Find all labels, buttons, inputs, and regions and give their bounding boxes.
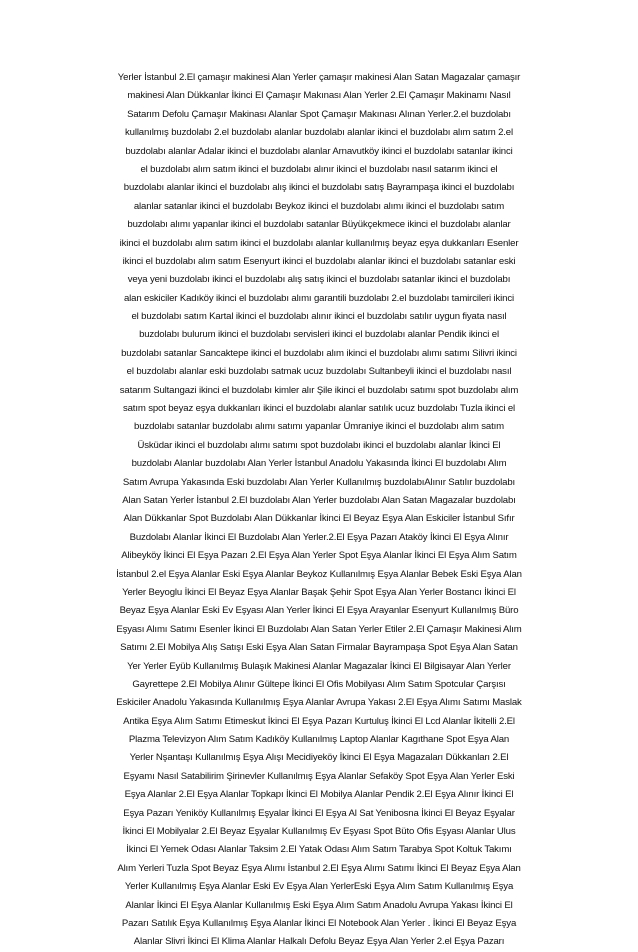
- text-line: buzdolabı alanlar ikinci el buzdolabı alış ikinci el buzdolabı satış Bayrampaşa ikinci el buzdolabı: [123, 182, 515, 194]
- text-line: Satım Avrupa Yakasında Eski buzdolabı Alan Yerler Kullanılmış buzdolabıAlınır Satılır buzdolabı: [122, 476, 516, 488]
- text-line: buzdolabı bulurum ikinci el buzdolabı servisleri ikinci el buzdolabı alanlar Pendik ikinci el: [139, 329, 499, 341]
- text-line: Plazma Televizyon Alım Satım Kadıköy Kullanılmış Laptop Alanlar Kagıthane Spot Eşya Alan: [128, 734, 510, 746]
- text-line: Buzdolabı Alanlar İkinci El Buzdolabı Alan Yerler.2.El Eşya Pazarı Ataköy İkinci El Eşya Alınır: [129, 531, 509, 543]
- text-line: Yerler Nşantaşı Kullanılmış Eşya Alışı Mecidiyeköy İkinci El Eşya Magazaları Dükkanları 2.El: [129, 752, 509, 764]
- text-line: buzdolabı satanlar buzdolabı alımı satımı yapanlar Ümraniye ikinci el buzdolabı alım satım: [134, 421, 504, 433]
- text-line: buzdolabı alanlar Adalar ikinci el buzdolabı alanlar Arnavutköy ikinci el buzdolabı satanlar ikinci: [125, 145, 513, 157]
- text-line: el buzdolabı alım satım ikinci el buzdolabı alınır ikinci el buzdolabı nasıl satarım ikinci el: [140, 163, 498, 175]
- text-line: Alanlar İkinci El Eşya Alanlar Kullanılmış Eski Eşya Alım Satım Anadolu Avrupa Yakası İkinci El: [125, 899, 513, 911]
- text-line: Yerler İstanbul 2.El çamaşır makinesi Alan Yerler çamaşır makinesi Alan Satan Magazalar çamaşır: [117, 72, 521, 83]
- text-line: Satımı 2.El Mobilya Alış Satışı Eski Eşya Alan Satan Firmalar Bayrampaşa Spot Eşya Alan Satan: [120, 642, 518, 654]
- text-line: Alan Dükkanlar Spot Buzdolabı Alan Dükkanlar İkinci El Beyaz Eşya Alan Eskiciler İstanbul Sıfır: [123, 513, 515, 525]
- text-line: Yerler Kullanılmış Eşya Alanlar Eski Ev Eşya Alan YerlerEski Eşya Alım Satım Kullanılmış Eşya: [124, 881, 514, 893]
- text-line: buzdolabı Alanlar buzdolabı Alan Yerler İstanbul Anadolu Yakasında İkinci El buzdolabı Alım: [131, 458, 507, 470]
- text-line: Alım Yerleri Tuzla Spot Beyaz Eşya Alımı İstanbul 2.El Eşya Alımı Satımı İkinci El Beyaz Eşya Alan: [117, 862, 521, 874]
- text-line: Pazarı Satılık Eşya Kullanılmış Eşya Alanlar İkinci El Notebook Alan Yerler . İkinci El Beyaz Eşya: [121, 917, 517, 929]
- text-line: Üsküdar ikinci el buzdolabı alımı satımı spot buzdolabı ikinci el buzdolabı alanlar İkinci El: [137, 439, 501, 451]
- text-line: Alanlar Slivri İkinci El Klima Alanlar Halkalı Defolu Beyaz Eşya Alan Yerler 2.el Eşya Pazarı: [133, 936, 505, 948]
- text-line: Yer Yerler Eyüb Kullanılmış Bulaşık Makinesi Alanlar Magazalar İkinci El Bilgisayar Alan Yerler: [127, 660, 511, 672]
- text-line: buzdolabı satanlar Sancaktepe ikinci el buzdolabı alım ikinci el buzdolabı alımı satımı Silivri ikinci: [121, 347, 517, 359]
- text-line: veya yeni buzdolabı ikinci el buzdolabı alış satış ikinci el buzdolabı satanlar ikinci el buzdolabı: [127, 274, 511, 286]
- text-line: Eskiciler Anadolu Yakasında Kullanılmış Eşya Alanlar Avrupa Yakası 2.El Eşya Alımı Satımı Maslak: [116, 697, 522, 709]
- text-line: İstanbul 2.el Eşya Alanlar Eski Eşya Alanlar Beykoz Kullanılmış Eşya Alanlar Bebek Eski Eşya Alan: [116, 568, 522, 580]
- text-line: Satarım Defolu Çamaşır Makinası Alanlar Spot Çamaşır Makınası Alınan Yerler.2.el buzdolabı: [127, 108, 511, 120]
- text-line: Yerler Beyoglu İkinci El Beyaz Eşya Alanlar Başak Şehir Spot Eşya Alan Yerler Bostancı İkinci El: [122, 586, 516, 598]
- text-line: İkinci El Yemek Odası Alanlar Taksim 2.El Yatak Odası Alım Satım Tarabya Spot Koltuk Takımı: [126, 844, 512, 856]
- text-line: ikinci el buzdolabı alım satım ikinci el buzdolabı alanlar kullanılmış beyaz eşya dukkanları Esenler: [119, 237, 519, 249]
- text-line: Eşya Pazarı Yeniköy Kullanılmış Eşyalar İkinci El Eşya Al Sat Yenibosna İkinci El Beyaz Eşyalar: [123, 807, 515, 819]
- text-line: makinesi Alan Dükkanlar İkinci El Çamaşır Makınası Alan Yerler 2.El Çamaşır Makinamı Nasıl: [127, 90, 511, 102]
- text-line: Gayrettepe 2.El Mobilya Alınır Gültepe İkinci El Ofis Mobilyası Alım Satım Spotcular Çarşısı: [132, 678, 506, 690]
- text-line: Eşyası Alımı Satımı Esenler İkinci El Buzdolabı Alan Satan Yerler Etiler 2.El Çamaşır Makinesi Alım: [116, 623, 522, 635]
- text-line: el buzdolabı alanlar eski buzdolabı satmak ucuz buzdolabı Sultanbeyli ikinci el buzdolabı nasıl: [126, 366, 512, 378]
- text-line: Alibeyköy İkinci El Eşya Pazarı 2.El Eşya Alan Yerler Spot Eşya Alanlar İkinci El Eşya Alım Satım: [121, 550, 517, 562]
- text-line: alanlar satanlar ikinci el buzdolabı Beykoz ikinci el buzdolabı alımı ikinci el buzdolabı satım: [133, 200, 505, 212]
- text-line: Beyaz Eşya Alanlar Eski Ev Eşyası Alan Yerler İkinci El Eşya Arayanlar Esenyurt Kullanılmış Büro: [119, 605, 519, 617]
- text-line: ikinci el buzdolabı alım satım Esenyurt ikinci el buzdolabı alanlar ikinci el buzdolabı satanlar eski: [122, 255, 516, 267]
- text-line: satım spot beyaz eşya dukkanları ikinci el buzdolabı alanlar satılık ucuz buzdolabı Tuzla ikinci el: [122, 403, 516, 415]
- text-line: Alan Satan Yerler İstanbul 2.El buzdolabı Alan Yerler buzdolabı Alan Satan Magazalar buzdolabı: [122, 494, 516, 506]
- text-line: kullanılmış buzdolabı 2.el buzdolabı alanlar buzdolabı alanlar ikinci el buzdolabı alım satım 2.el: [125, 127, 513, 139]
- text-line: İkinci El Mobilyalar 2.El Beyaz Eşyalar Kullanılmış Ev Eşyası Spot Büto Ofis Eşyası Alanlar Ulus: [122, 826, 516, 838]
- text-line: satarım Sultangazi ikinci el buzdolabı kimler alır Şile ikinci el buzdolabı satımı spot buzdolabı alım: [119, 384, 519, 396]
- text-line: el buzdolabı satım Kartal ikinci el buzdolabı alınır ikinci el buzdolabı satılır uygun fiyata nasıl: [131, 311, 507, 323]
- text-line: Antika Eşya Alım Satımı Etimeskut İkinci El Eşya Pazarı Kurtuluş İkinci El Lcd Alanlar İkitelli 2.El: [123, 715, 515, 727]
- text-line: Eşya Alanlar 2.El Eşya Alanlar Topkapı İkinci El Mobilya Alanlar Pendik 2.El Eşya Alınır İkinci El: [124, 789, 514, 801]
- document-body-text: [82, 69, 556, 952]
- text-line: Eşyamı Nasıl Satabilirim Şirinevler Kullanılmış Eşya Alanlar Sefaköy Spot Eşya Alan Yerler Eski: [123, 770, 515, 782]
- text-line: buzdolabı alımı yapanlar ikinci el buzdolabı satanlar Büyükçekmece ikinci el buzdolabı alanlar: [127, 219, 511, 231]
- text-line: alan eskiciler Kadıköy ikinci el buzdolabı alımı garantili buzdolabı 2.el buzdolabı tamircileri ikinci: [124, 292, 514, 304]
